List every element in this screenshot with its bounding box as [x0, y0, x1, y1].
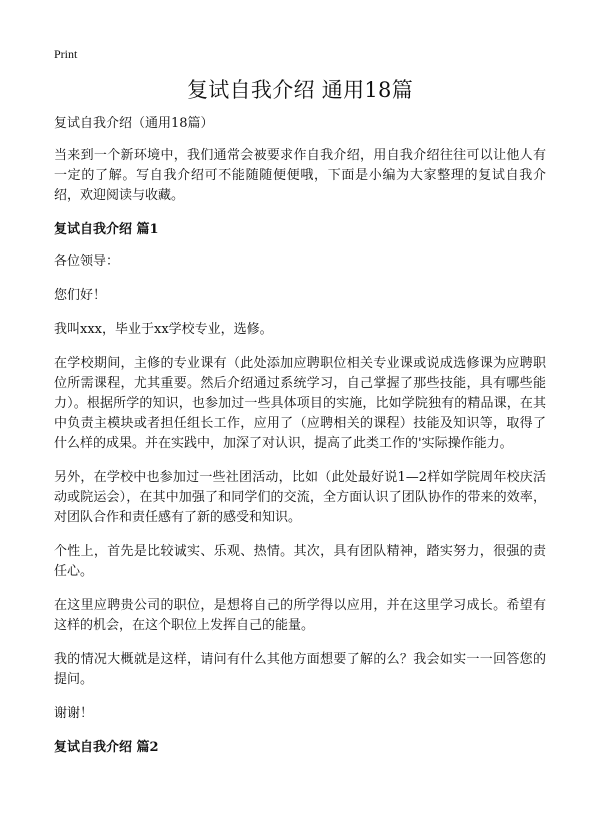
study-paragraph: 在学校期间，主修的专业课有（此处添加应聘职位相关专业课或说成选修课为应聘职位所需课程，尤其重要。然后介绍通过系统学习，自己掌握了那些技能，具有哪些能力）。根据所学的知识，也参加过一些具体项目的实施，比如学院独有的精品课，在其中负责主模块或者担任组长工作，应用了（应聘相关的课程）技能及知识等，取得了什么样的成果。并在实践中，加深了对认识，提高了此类工作的'实际操作能力。: [54, 356, 546, 451]
motivation-paragraph: 在这里应聘贵公司的职位，是想将自己的所学得以应用，并在这里学习成长。希望有这样的机会，在这个职位上发挥自己的能量。: [54, 598, 546, 633]
section-heading-2: 复试自我介绍 篇2: [54, 740, 159, 755]
print-label: Print: [54, 47, 78, 61]
activities-paragraph: 另外，在学校中也参加过一些社团活动，比如（此处最好说1—2样如学院周年校庆活动或院运会），在其中加强了和同学们的交流，全方面认识了团队协作的带来的效率，对团队合作和责任感有了新的感受和知识。: [54, 470, 546, 525]
greeting-paragraph: 您们好！: [54, 288, 107, 303]
name-paragraph: 我叫xxx，毕业于xx学校专业，选修。: [54, 322, 273, 337]
document-title: 复试自我介绍 通用18篇: [187, 78, 413, 102]
document-subtitle: 复试自我介绍（通用18篇）: [54, 116, 214, 131]
closing-question-paragraph: 我的情况大概就是这样，请问有什么其他方面想要了解的么？我会如实一一回答您的提问。: [54, 652, 546, 687]
thanks-paragraph: 谢谢！: [54, 706, 94, 721]
salutation-paragraph: 各位领导：: [54, 254, 120, 269]
section-heading-1: 复试自我介绍 篇1: [54, 222, 159, 237]
personality-paragraph: 个性上，首先是比较诚实、乐观、热情。其次，具有团队精神，踏实努力，很强的责任心。: [54, 544, 546, 579]
intro-paragraph: 当来到一个新环境中，我们通常会被要求作自我介绍，用自我介绍往往可以让他人有一定的了解。写自我介绍可不能随随便便哦，下面是小编为大家整理的复试自我介绍，欢迎阅读与收藏。: [54, 148, 546, 203]
